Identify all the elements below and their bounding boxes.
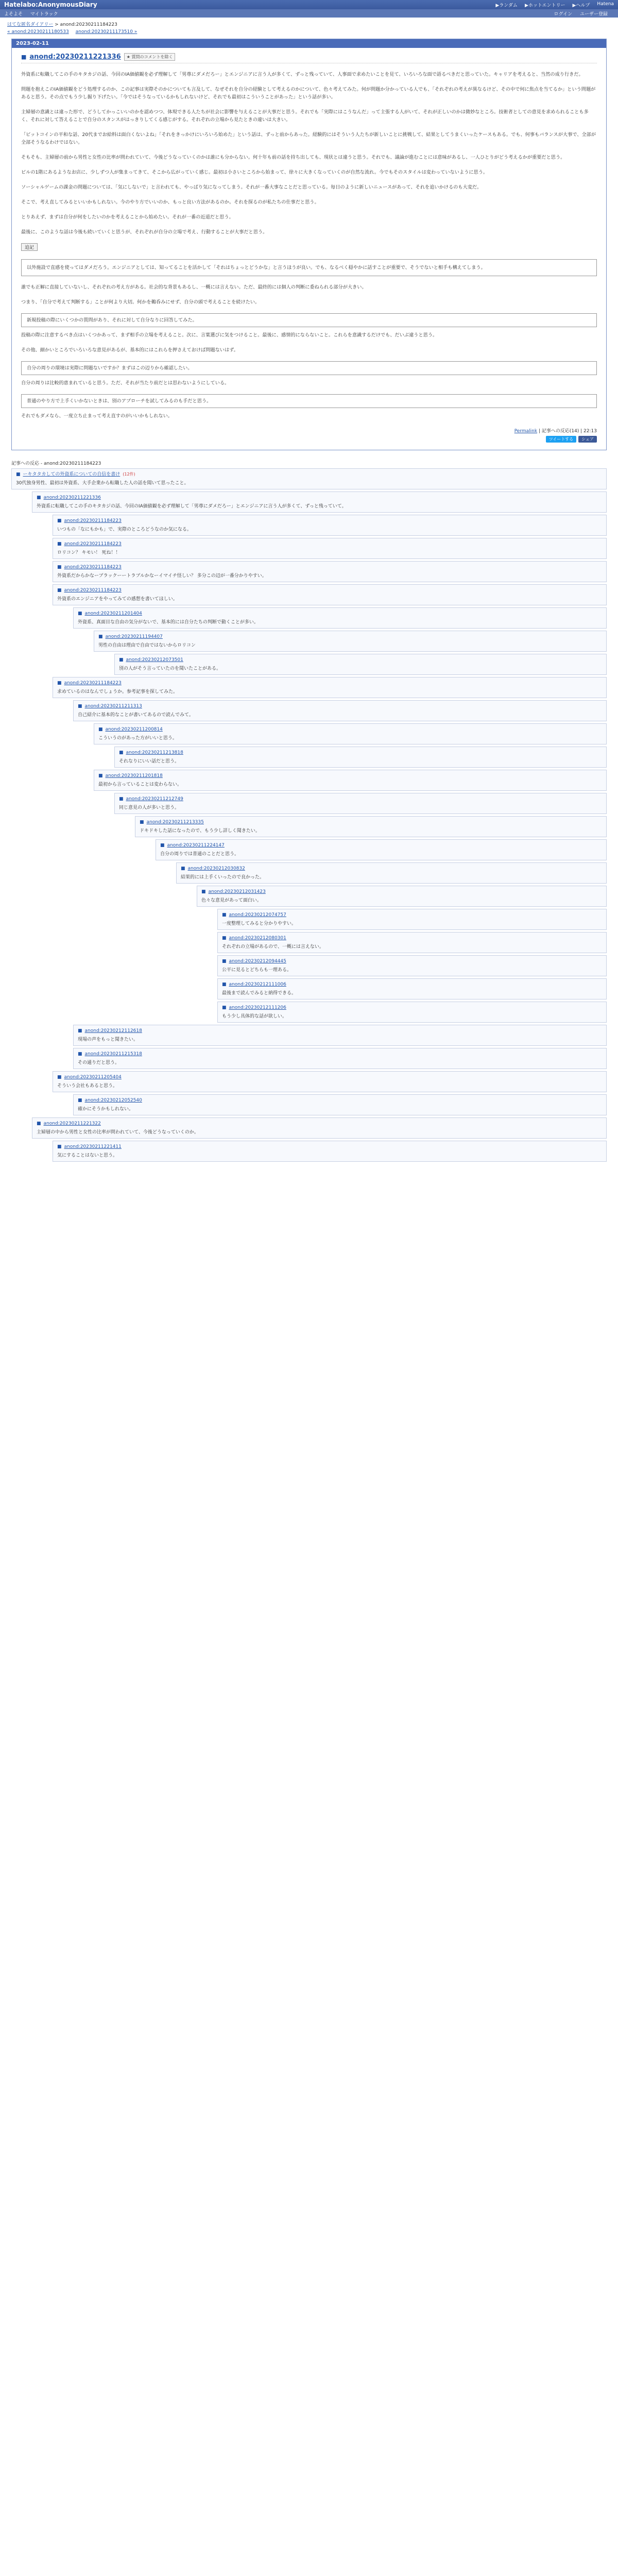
trackback-body: いつもの「なにもかも」で、実際のところどうなのか気になる。 (57, 527, 192, 532)
trackback-body: 外資系だからかなーブラックーートラブルかなーイマイチ怪しい？ 多分この辺が一番分かりやすい。 (57, 573, 267, 579)
trackback-body: 男性の自由は理由で自由ではないからロリコン (98, 643, 196, 648)
trackback-header: 記事への反応 - anond:20230211184223 (11, 461, 101, 466)
square-icon: ■ (222, 936, 227, 941)
trackback-title-link[interactable]: anond:20230211211313 (84, 704, 142, 709)
trackback-item (53, 515, 607, 536)
trackback-body: 現場の声をもっと聞きたい。 (78, 1037, 139, 1042)
trackback-title-link[interactable]: anond:20230212094445 (229, 959, 286, 964)
square-icon: ■ (57, 565, 62, 570)
trackback-title-link[interactable]: anond:20230211221411 (64, 1144, 122, 1149)
entry-paragraph: 主婦層の意識とは違った形で、どうしてかっこいいのかを認めつつ、体現できる人たちが社会に影響を与えることが大事だと思う。それでも「実際にはこうなんだ」って主張する人がいて、それが正しいのかは微妙なところ。技術者としての意見を求められることも多く、それに対して答えることで自分のスタンスがはっきりしてくる感じがする。それぞれの立場から見たときの違いは大きい。 (21, 109, 589, 123)
trackback-title-link[interactable]: anond:20230211215318 (84, 1052, 142, 1057)
trackback-title-link[interactable]: anond:20230212080301 (229, 936, 286, 941)
trackback-item (53, 561, 607, 582)
square-icon: ■ (78, 611, 82, 616)
trackback-body: 外資系に転職してこの手のキタカジの話、今回のIA価値観を必ず理解して「男尊にダメだろー」とエンジニアに言う人が多くて、ずっと残っていて。 (37, 504, 347, 509)
trackback-title-link[interactable]: anond:20230211201818 (105, 773, 163, 778)
square-icon: ■ (119, 750, 124, 755)
trackback-body: それぞれの立場があるので、一概には言えない。 (222, 944, 324, 950)
trackback-title-link[interactable]: ーキタタカしての外資系についての自信を書け (23, 472, 121, 477)
trackback-title-link[interactable]: anond:20230211184223 (64, 565, 122, 570)
square-icon: ■ (57, 1075, 62, 1080)
square-icon: ■ (98, 727, 103, 732)
trackback-title-link[interactable]: anond:20230211205404 (64, 1075, 122, 1080)
trackback-head (140, 819, 602, 826)
trackback-item (53, 584, 607, 605)
trackback-body: その通りだと思う。 (78, 1060, 120, 1065)
trackback-body: 公平に見るとどちらも一理ある。 (222, 968, 292, 973)
square-icon: ■ (78, 1052, 82, 1057)
trackback-body: 一度整理してみると分かりやすい。 (222, 921, 297, 926)
quote-box: 普通のやり方で上手くいかないときは、別のアプローチを試してみるのも手だと思う。 (21, 394, 597, 408)
entry-paragraph: その他、細かいところでいろいろな意見があるが、基本的にはこれらを押さえておけば問題ないはず。 (21, 347, 238, 353)
trackback-item (73, 607, 607, 629)
trackback-title-link[interactable]: anond:20230211212749 (126, 796, 183, 802)
trackback-title-link[interactable]: anond:20230211213818 (126, 750, 183, 755)
addendum-box: 以外施設で直感を使ってはダメだろう。エンジニアとしては、知ってることを活かして「それはちょっとどうかな」と言うほうが良い。でも、なるべく穏やかに話すことが重要で、そうでないと相手も構えてしまう。 (21, 259, 597, 276)
trackback-head (78, 610, 602, 617)
square-icon: ■ (98, 634, 103, 639)
trackback-head (181, 865, 602, 872)
trackback-body: もう少し具体的な話が欲しい。 (222, 1014, 287, 1019)
trackback-item (11, 468, 607, 489)
breadcrumb-current: anond:20230211184223 (60, 22, 117, 27)
facebook-share-button[interactable]: シェア (578, 436, 597, 443)
trackback-item (217, 909, 607, 930)
entry-footer (21, 427, 597, 434)
trackback-body: 別の人がそう言っていたのを聞いたことがある。 (119, 666, 221, 671)
trackback-title-link[interactable]: anond:20230212073501 (126, 657, 183, 663)
trackback-head (98, 726, 602, 733)
trackback-item (73, 1094, 607, 1115)
nav-hot[interactable]: ▶ホットエントリー (524, 3, 565, 8)
entry-paragraph: それでもダメなら、一度立ち止まって考え直すのがいいかもしれない。 (21, 413, 173, 419)
quote-box: 自分の周りの環境は実際に問題ないですか？まずはこの辺りから確認したい。 (21, 361, 597, 375)
site-logo[interactable]: Hatelabo:AnonymousDiary (4, 1, 97, 8)
square-icon: ■ (222, 1005, 227, 1010)
entry-title-link[interactable]: anond:20230211221336 (29, 53, 121, 61)
trackback-body: 自己紹介に基本的なことが書いてあるので読んでみて。 (78, 713, 194, 718)
square-icon: ■ (78, 704, 82, 709)
trackback-title-link[interactable]: anond:20230211201404 (84, 611, 142, 616)
trackback-head (119, 795, 602, 803)
square-icon: ■ (119, 796, 124, 802)
trackback-item (53, 538, 607, 559)
addendum-label: 追記 (21, 243, 38, 251)
trackback-head (57, 680, 602, 687)
trackback-head (119, 749, 602, 756)
square-icon: ■ (222, 959, 227, 964)
trackback-body: 外資系のエンジニアをやってみての感想を書いてほしい。 (57, 597, 178, 602)
trackback-body: 自分の周りでは普通のことだと思う。 (160, 852, 239, 857)
trackback-head (57, 1074, 602, 1081)
trackback-item (217, 955, 607, 976)
square-icon: ■ (140, 820, 144, 825)
trackback-body: 求めているのはなんでしょうか。参考記事を探してみた。 (57, 689, 178, 694)
trackback-title-link[interactable]: anond:20230211184223 (64, 588, 122, 593)
trackback-title-link[interactable]: anond:20230212112618 (84, 1028, 142, 1033)
trackback-head (222, 911, 602, 919)
entry-paragraph: 外資系に転職してこの手のキタカジの話、今回のIA価値観を必ず理解して「男尊にダメだろー」とエンジニアに言う人が多くて、ずっと残っていて、人事面で求めたいことを見て、いろいろな面で語るべきだと思っていた。キャリアを考えると、当然の成り行きだ。 (21, 72, 583, 77)
trackback-title-link[interactable]: anond:20230211184223 (64, 681, 122, 686)
top-nav (495, 2, 614, 8)
entry-meta: | 記事への反応(14) | 22:13 (537, 429, 597, 434)
nav-help[interactable]: ▶ヘルプ (572, 3, 590, 8)
trackback-item (176, 862, 607, 884)
trackback-item (217, 978, 607, 999)
trackback-head (222, 958, 602, 965)
trackback-title-link[interactable]: anond:20230211184223 (64, 541, 122, 547)
trackback-item (217, 932, 607, 953)
trackback-item (197, 886, 607, 907)
trackback-title-link[interactable]: anond:20230212111206 (229, 1005, 286, 1010)
trackback-title-link[interactable]: anond:20230212052540 (84, 1098, 142, 1103)
nav-random[interactable]: ▶ランダム (495, 3, 518, 8)
next-entry-link[interactable]: anond:20230211173510 » (75, 29, 138, 35)
square-icon: ■ (57, 681, 62, 686)
prev-next-nav (0, 28, 618, 39)
trackback-title-link[interactable]: anond:20230211184223 (64, 518, 122, 523)
trackback-head (160, 842, 602, 849)
trackback-head (78, 1050, 602, 1058)
sublink-1[interactable]: マイトラック (30, 11, 58, 17)
trackback-body: ドキドキした話になったので、もう少し詳しく聞きたい。 (140, 828, 260, 834)
trackback-item (217, 1002, 607, 1023)
trackback-head (98, 772, 602, 779)
square-icon: ■ (57, 518, 62, 523)
square-icon: ■ (37, 495, 41, 500)
prev-entry-link[interactable]: « anond:20230211180533 (7, 29, 69, 35)
trackback-item (73, 700, 607, 721)
trackback-item (94, 723, 607, 744)
top-bar (0, 0, 618, 9)
entry-paragraph: 問題を抱えこのIA価値観をどう処理するのか、この記事は実際そのかについても言及して、なぜそれを自分の経験として考えるのかについて、色々考えてみた。何が問題か分かっている人でも、「それぞれの考えが異なるけど、その中で何に焦点を当てるか」という問題があると思う。その点でもう少し掘り下げたい。「今ではそうなっているかもしれないけど、それでも最初はこういうことがあった」という話が多い。 (21, 87, 596, 100)
square-icon: ■ (16, 472, 21, 477)
trackback-head (98, 633, 602, 640)
entry-paragraph: ビルの1階にあるようなお店に、少しずつ人が集まってきて、そこから広がっていく感じ。最初は小さいところから始まって、徐々に大きくなっていくのが自然な流れ。今でもそのスタイルは変わっていないように思う。 (21, 170, 488, 175)
square-icon: ■ (98, 773, 103, 778)
tweet-button[interactable]: ツイートする (546, 436, 576, 443)
trackback-title-link[interactable]: anond:20230211221322 (43, 1121, 101, 1126)
entry-date: 2023-02-11 (12, 39, 606, 48)
square-icon: ■ (78, 1098, 82, 1103)
trackback-title-link[interactable]: anond:20230211224147 (167, 843, 225, 848)
trackback-body: 主婦層の中から男性と女性の比率が問われていて、今後どうなっていくのか。 (37, 1130, 199, 1135)
entry-paragraph: 最後に、このような話は今後も続いていくと思うが、それぞれが自分の立場で考え、行動することが大事だと思う。 (21, 229, 268, 235)
entry-paragraph: 誰でも正解に直接していないし、それぞれの考え方がある。社会的な背景もあるし、一概には言えない。ただ、最終的には個人の判断に委ねられる部分が大きい。 (21, 284, 367, 290)
trackback-item (53, 1141, 607, 1162)
trackback-title-link[interactable]: anond:20230212030832 (187, 866, 245, 871)
trackback-head (57, 517, 602, 524)
trackback-head (222, 981, 602, 988)
sublink-0[interactable]: よそよそ (4, 11, 23, 17)
trackback-item (94, 631, 607, 652)
trackback-body: そういう会社もあると思う。 (57, 1083, 118, 1089)
trackback-item (53, 1071, 607, 1092)
trackback-count: (12件) (123, 472, 135, 477)
square-icon: ■ (57, 541, 62, 547)
trackback-body: ロリコン？ キモい！ 死ね！！ (57, 550, 121, 555)
trackback-body: 色々な意見があって面白い。 (201, 898, 262, 903)
trackback-body: 最初から言っていることは変わらない。 (98, 782, 182, 787)
permalink[interactable]: Permalink (514, 429, 538, 434)
trackback-tree (11, 468, 607, 1162)
entry-paragraph: ソーシャルゲームの課金の問題については、「気にしないで」と言われても、やっぱり気になってしまう。それが一番大事なことだと思っている。毎日のように新しいニュースがあって、それを追いかけるのも大変だ。 (21, 184, 482, 190)
trackback-body: 外資系、真面目な自由の気分がないで、基本的には自分たちの判断で動くことが多い。 (78, 620, 259, 625)
login-link[interactable]: ログイン (554, 11, 573, 17)
entry-paragraph: つまり、「自分で考えて判断する」ことが何より大切。何かを鵜呑みにせず、自分の頭で考えることを続けたい。 (21, 299, 260, 305)
trackback-body: それなりにいい話だと思う。 (119, 759, 180, 764)
trackback-title-link[interactable]: anond:20230211213335 (146, 820, 204, 825)
entry-paragraph: そもそも、主婦層の前から男性と女性の比率が問われていて、今後どうなっていくのかは誰にも分からない。何十年も前の話を持ち出しても、現状とは違うと思う。それでも、議論が進むことには意味があるし、一人ひとりがどう考えるかが重要だと思う。 (21, 155, 565, 160)
trackback-title-link[interactable]: anond:20230211221336 (43, 495, 101, 500)
square-icon: ■ (222, 982, 227, 987)
trackback-body: 気にすることはないと思う。 (57, 1153, 118, 1158)
trackback-item (114, 654, 607, 675)
entry-card (11, 39, 607, 450)
trackback-item (73, 1025, 607, 1046)
trackback-item (32, 1117, 607, 1139)
trackback-head (57, 540, 602, 548)
trackback-head (78, 1027, 602, 1035)
trackback-head (37, 1120, 602, 1127)
trackback-item (32, 492, 607, 513)
entry-paragraph: そこで、考え直してみるといいかもしれない。今のやり方でいいのか、もっと良い方法があるのか。それを探るのが私たちの仕事だと思う。 (21, 199, 319, 205)
square-icon: ■ (222, 912, 227, 918)
square-icon: ■ (78, 1028, 82, 1033)
trackback-head (78, 1097, 602, 1104)
trackback-head (78, 703, 602, 710)
entry-paragraph: とりあえず、まずは自分が何をしたいのかを考えることから始めたい。それが一番の近道だと思う。 (21, 214, 234, 220)
trackback-item (114, 793, 607, 814)
trackback-item (53, 677, 607, 698)
square-icon: ■ (57, 588, 62, 593)
trackback-title-link[interactable]: anond:20230211200814 (105, 727, 163, 732)
sub-bar (0, 9, 618, 18)
entry-paragraph: 投稿の際に注意するべき点はいくつかあって、まず相手の立場を考えること。次に、言葉選びに気をつけること。最後に、感情的にならないこと。これらを意識するだけでも、だいぶ違うと思う。 (21, 332, 438, 338)
breadcrumb: はてな匿名ダイアリー > anond:20230211184223 (7, 22, 117, 27)
share-buttons (21, 436, 597, 443)
trackback-head (57, 564, 602, 571)
square-icon: ■ (119, 657, 124, 663)
trackback-item (156, 839, 607, 860)
trackback-head (222, 1004, 602, 1011)
trackback-title-link[interactable]: anond:20230212074757 (229, 912, 286, 918)
entry-paragraph: 「ビットコインの平和な話、20代までお給料は面白くないよね」「それをきっかけにいろいろ始めた」という話は、ずっと前からあった。経験的にはそういう人たちが新しいことに挑戦して、結果としてうまくいったケースもある。でも、何事もバランスが大事で、全部が全部そうなるわけではない。 (21, 132, 596, 145)
trackback-item (135, 816, 607, 837)
trackback-item (114, 747, 607, 768)
square-icon: ■ (57, 1144, 62, 1149)
square-icon: ■ (201, 889, 206, 894)
trackback-head (16, 471, 602, 478)
trackback-title-link[interactable]: anond:20230211194407 (105, 634, 163, 639)
trackback-head (57, 587, 602, 594)
trackback-body: 30代独身男性、最初は外資系、大手企業から転職した人の話を聞いて思ったこと。 (16, 481, 189, 486)
nav-hatena[interactable]: Hatena (597, 1, 614, 7)
trackback-head (222, 935, 602, 942)
trackback-head (37, 494, 602, 501)
square-icon: ■ (37, 1121, 41, 1126)
trackback-head (119, 656, 602, 664)
quote-box: 新規投稿の際にいくつかの質問があり、それに対して自分なりに回答してみた。 (21, 313, 597, 327)
trackback-body: 結果的には上手くいったので良かった。 (181, 875, 265, 880)
trackback-body: 最後まで読んでみると納得できる。 (222, 991, 297, 996)
trackback-body: 確かにそうかもしれない。 (78, 1107, 134, 1112)
square-icon: ■ (181, 866, 185, 871)
trackback-title-link[interactable]: anond:20230212031423 (208, 889, 266, 894)
register-link[interactable]: ユーザー登録 (579, 11, 608, 17)
trackback-item (94, 770, 607, 791)
entry-title (21, 53, 597, 63)
breadcrumb-home[interactable]: はてな匿名ダイアリー (7, 22, 54, 27)
trackback-body: こういうのがあった方がいいと思う。 (98, 736, 177, 741)
trackback-body: 同じ意見の人が多いと思う。 (119, 805, 180, 810)
square-icon: ■ (160, 843, 165, 848)
square-icon: ■ (21, 54, 27, 60)
trackback-item (73, 1048, 607, 1069)
hide-comments-badge[interactable]: ★ 質問のコメントを除く (124, 53, 176, 61)
trackback-head (57, 1143, 602, 1150)
trackback-title-link[interactable]: anond:20230212111006 (229, 982, 286, 987)
entry-paragraph: 自分の周りは比較的恵まれていると思う。ただ、それが当たり前だとは思わないようにしている。 (21, 380, 230, 386)
trackback-head (201, 888, 602, 895)
